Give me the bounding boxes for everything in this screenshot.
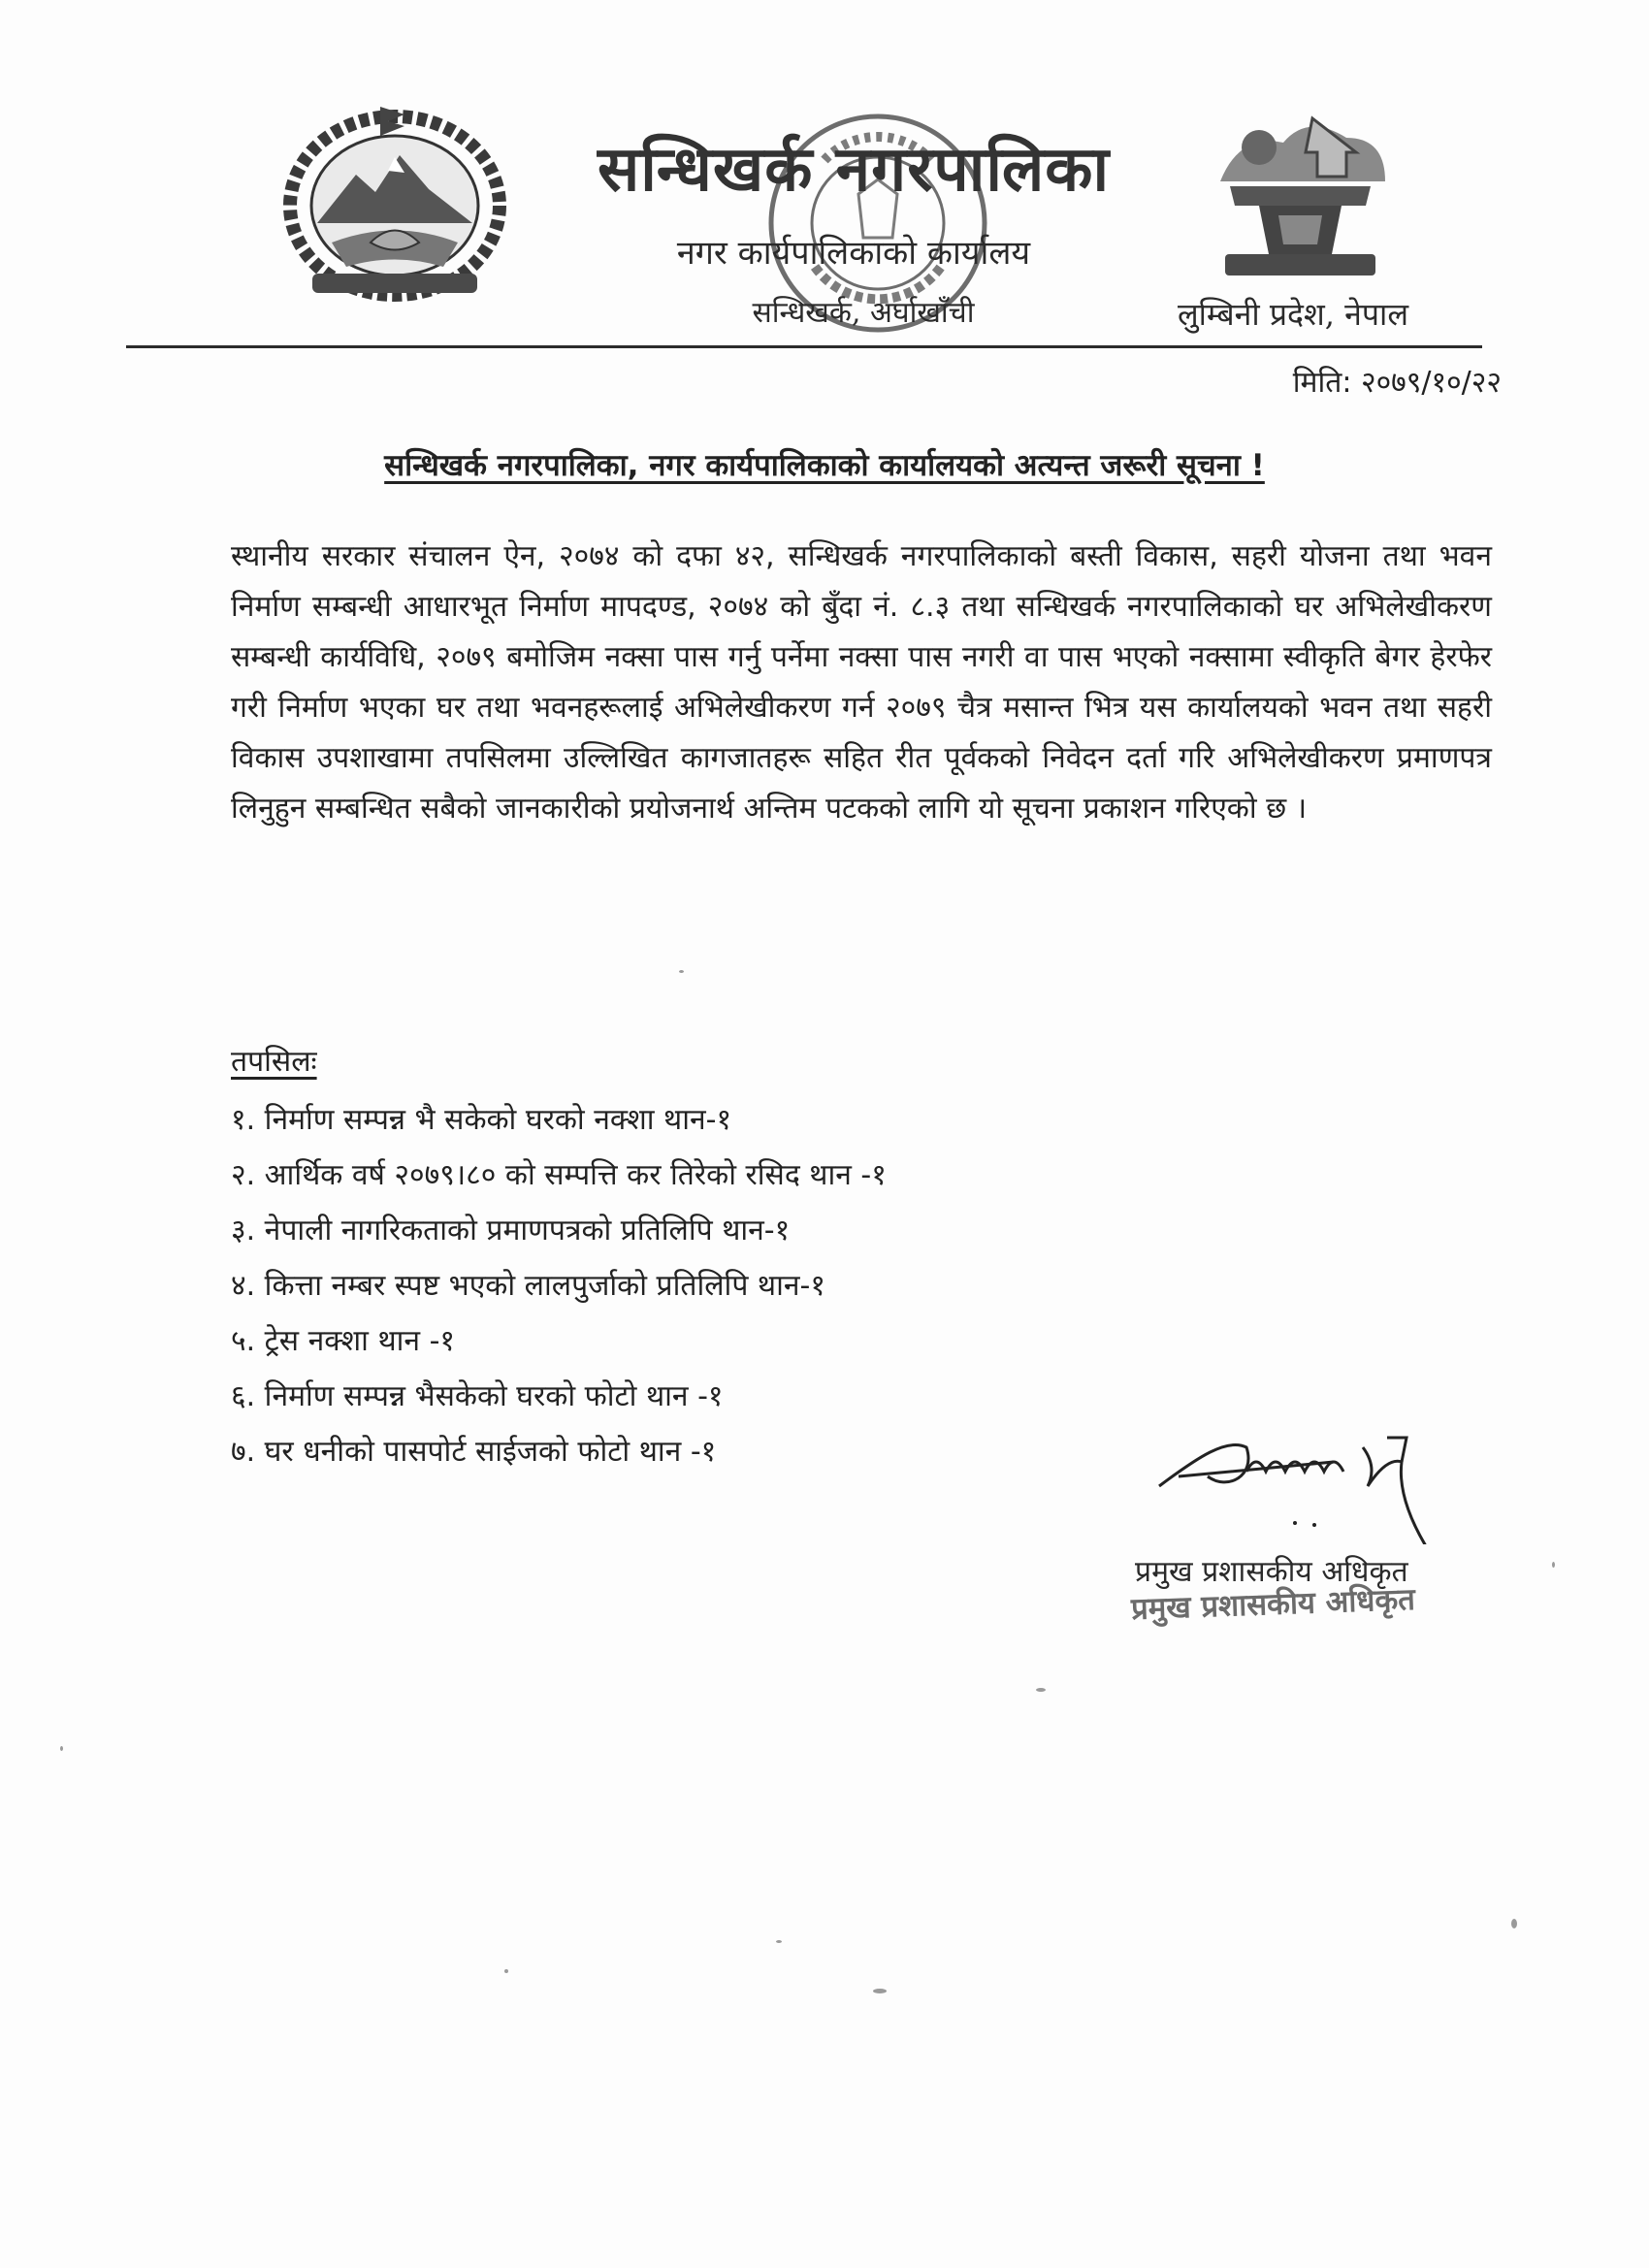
signatory-stamp: प्रमुख प्रशासकीय अधिकृत (1130, 1581, 1416, 1628)
office-address: सन्धिखर्क, अर्घाखाँची (752, 296, 975, 330)
notice-heading: सन्धिखर्क नगरपालिका, नगर कार्यपालिकाको कार्यालयको अत्यन्त जरूरी सूचना ! (384, 448, 1265, 483)
list-item: ४. कित्ता नम्बर स्पष्ट भएको लालपुर्जाको प्रतिलिपि थान-१ (231, 1269, 825, 1303)
scan-speck (504, 1969, 508, 1973)
municipality-logo-icon (1201, 109, 1400, 288)
details-label: तपसिलः (231, 1045, 317, 1079)
scan-speck (60, 1746, 63, 1751)
nepal-government-emblem-icon (274, 97, 516, 306)
handwritten-signature-icon (1140, 1418, 1460, 1544)
details-list (231, 1092, 887, 1479)
office-subtitle: नगर कार्यपालिकाको कार्यालय (676, 234, 1031, 273)
scan-speck (776, 1940, 782, 1943)
list-item: ६. निर्माण सम्पन्न भैसकेको घरको फोटो थान -१ (231, 1379, 724, 1413)
scan-speck (873, 1989, 887, 1993)
scan-speck (679, 970, 684, 973)
scan-speck (1511, 1919, 1517, 1928)
list-item: १. निर्माण सम्पन्न भै सकेको घरको नक्शा थान-१ (231, 1103, 732, 1137)
scan-speck (1552, 1562, 1555, 1568)
notice-body: स्थानीय सरकार संचालन ऐन, २०७४ को दफा ४२, सन्धिखर्क नगरपालिकाको बस्ती विकास, सहरी योजना तथा भवन निर्माण सम्बन्धी आधारभूत निर्माण मापदण्ड, २०७४ को बुँदा नं. ८.३ तथा सन्धिखर्क नगरपालिकाको घर अभिलेखीकरण सम्बन्धी कार्यविधि, २०७९ बमोजिम नक्सा पास गर्नु पर्नेमा नक्सा पास नगरी वा पास भएको नक्सामा स्वीकृति बेगर हेरफेर गरी निर्माण भएका घर तथा भवनहरूलाई अभिलेखीकरण गर्न २०७९ चैत्र मसान्त भित्र यस कार्यालयको भवन तथा सहरी विकास उपशाखामा तपसिलमा उल्लिखित कागजातहरू सहित रीत पूर्वकको निवेदन दर्ता गरि अभिलेखीकरण प्रमाणपत्र लिनुहुन सम्बन्धित सबैको जानकारीको प्रयोजनार्थ अन्तिम पटकको लागि यो सूचना प्रकाशन गरिएको छ । (231, 539, 1492, 826)
province-address: लुम्बिनी प्रदेश, नेपाल (1177, 296, 1409, 333)
signatory-title: प्रमुख प्रशासकीय अधिकृत (1135, 1555, 1408, 1589)
list-item: ७. घर धनीको पासपोर्ट साईजको फोटो थान -१ (231, 1435, 717, 1469)
header-divider (126, 345, 1482, 348)
list-item: ३. नेपाली नागरिकताको प्रमाणपत्रको प्रतिलिपि थान-१ (231, 1214, 791, 1247)
municipality-title: सन्धिखर्क नगरपालिका (597, 133, 1111, 206)
notice-date: मिति: २०७९/१०/२२ (1292, 366, 1502, 400)
scan-speck (1036, 1688, 1046, 1692)
list-item: ५. ट्रेस नक्शा थान -१ (231, 1324, 456, 1358)
list-item: २. आर्थिक वर्ष २०७९।८० को सम्पत्ति कर तिरेको रसिद थान -१ (231, 1158, 887, 1192)
